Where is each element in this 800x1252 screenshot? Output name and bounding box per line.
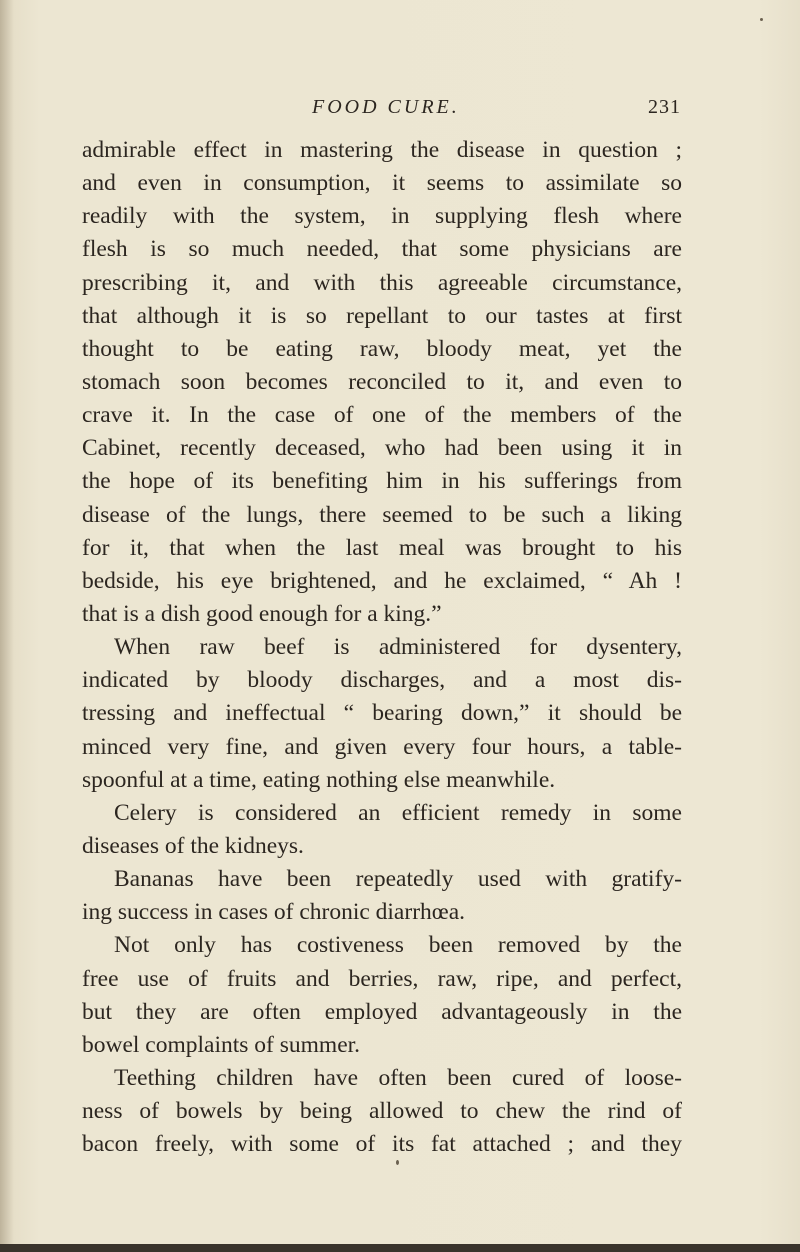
text-line: that is a dish good enough for a king.” [82, 600, 442, 627]
text-line: readily with the system, in supplying flesh where [82, 203, 682, 230]
text-line: free use of fruits and berries, raw, ripe, and perfect, [82, 965, 682, 992]
text-line: ing success in cases of chronic diarrhœa. [82, 899, 466, 926]
text-line: Celery is considered an efficient remedy in some [114, 799, 682, 826]
text-line: Bananas have been repeatedly used with gratify- [114, 866, 682, 893]
running-head [0, 96, 800, 126]
page-number: 231 [648, 96, 681, 118]
text-line: prescribing it, and with this agreeable circumstance, [82, 269, 682, 296]
text-line: bedside, his eye brightened, and he exclaimed, “ Ah ! [82, 567, 682, 594]
running-title: FOOD CURE. [312, 96, 460, 118]
bottom-edge [0, 1244, 800, 1252]
body-text [82, 134, 682, 1161]
text-line: bacon freely, with some of its fat attached ; and they [82, 1131, 682, 1158]
text-line: and even in consumption, it seems to assimilate so [82, 170, 682, 197]
page-gutter-shadow [0, 0, 14, 1252]
text-line: stomach soon becomes reconciled to it, and even to [82, 368, 682, 395]
text-line: Not only has costiveness been removed by the [114, 932, 682, 959]
text-line: the hope of its benefiting him in his sufferings from [82, 468, 682, 495]
text-line: admirable effect in mastering the disease in question ; [82, 137, 682, 163]
paper-speck [396, 1160, 399, 1165]
text-line: indicated by bloody discharges, and a most dis- [82, 667, 682, 694]
text-line: that although it is so repellant to our tastes at first [82, 302, 682, 329]
text-line: ness of bowels by being allowed to chew the rind of [82, 1098, 682, 1125]
paper-speck [760, 18, 763, 21]
text-line: spoonful at a time, eating nothing else meanwhile. [82, 766, 556, 793]
text-line: for it, that when the last meal was brought to his [82, 534, 682, 561]
text-line: Teething children have often been cured of loose- [114, 1064, 682, 1091]
text-line: tressing and ineffectual “ bearing down,” it should be [82, 700, 682, 727]
text-line: disease of the lungs, there seemed to be such a liking [82, 501, 682, 528]
text-line: Cabinet, recently deceased, who had been using it in [82, 435, 682, 462]
text-line: but they are often employed advantageously in the [82, 998, 682, 1025]
text-line: diseases of the kidneys. [82, 832, 304, 859]
text-line: thought to be eating raw, bloody meat, yet the [82, 335, 682, 362]
text-line: When raw beef is administered for dysentery, [114, 634, 682, 661]
text-line: flesh is so much needed, that some physicians are [82, 236, 682, 263]
text-line: minced very fine, and given every four hours, a table- [82, 733, 682, 760]
text-line: bowel complaints of summer. [82, 1031, 361, 1058]
text-line: crave it. In the case of one of the members of the [82, 402, 682, 429]
